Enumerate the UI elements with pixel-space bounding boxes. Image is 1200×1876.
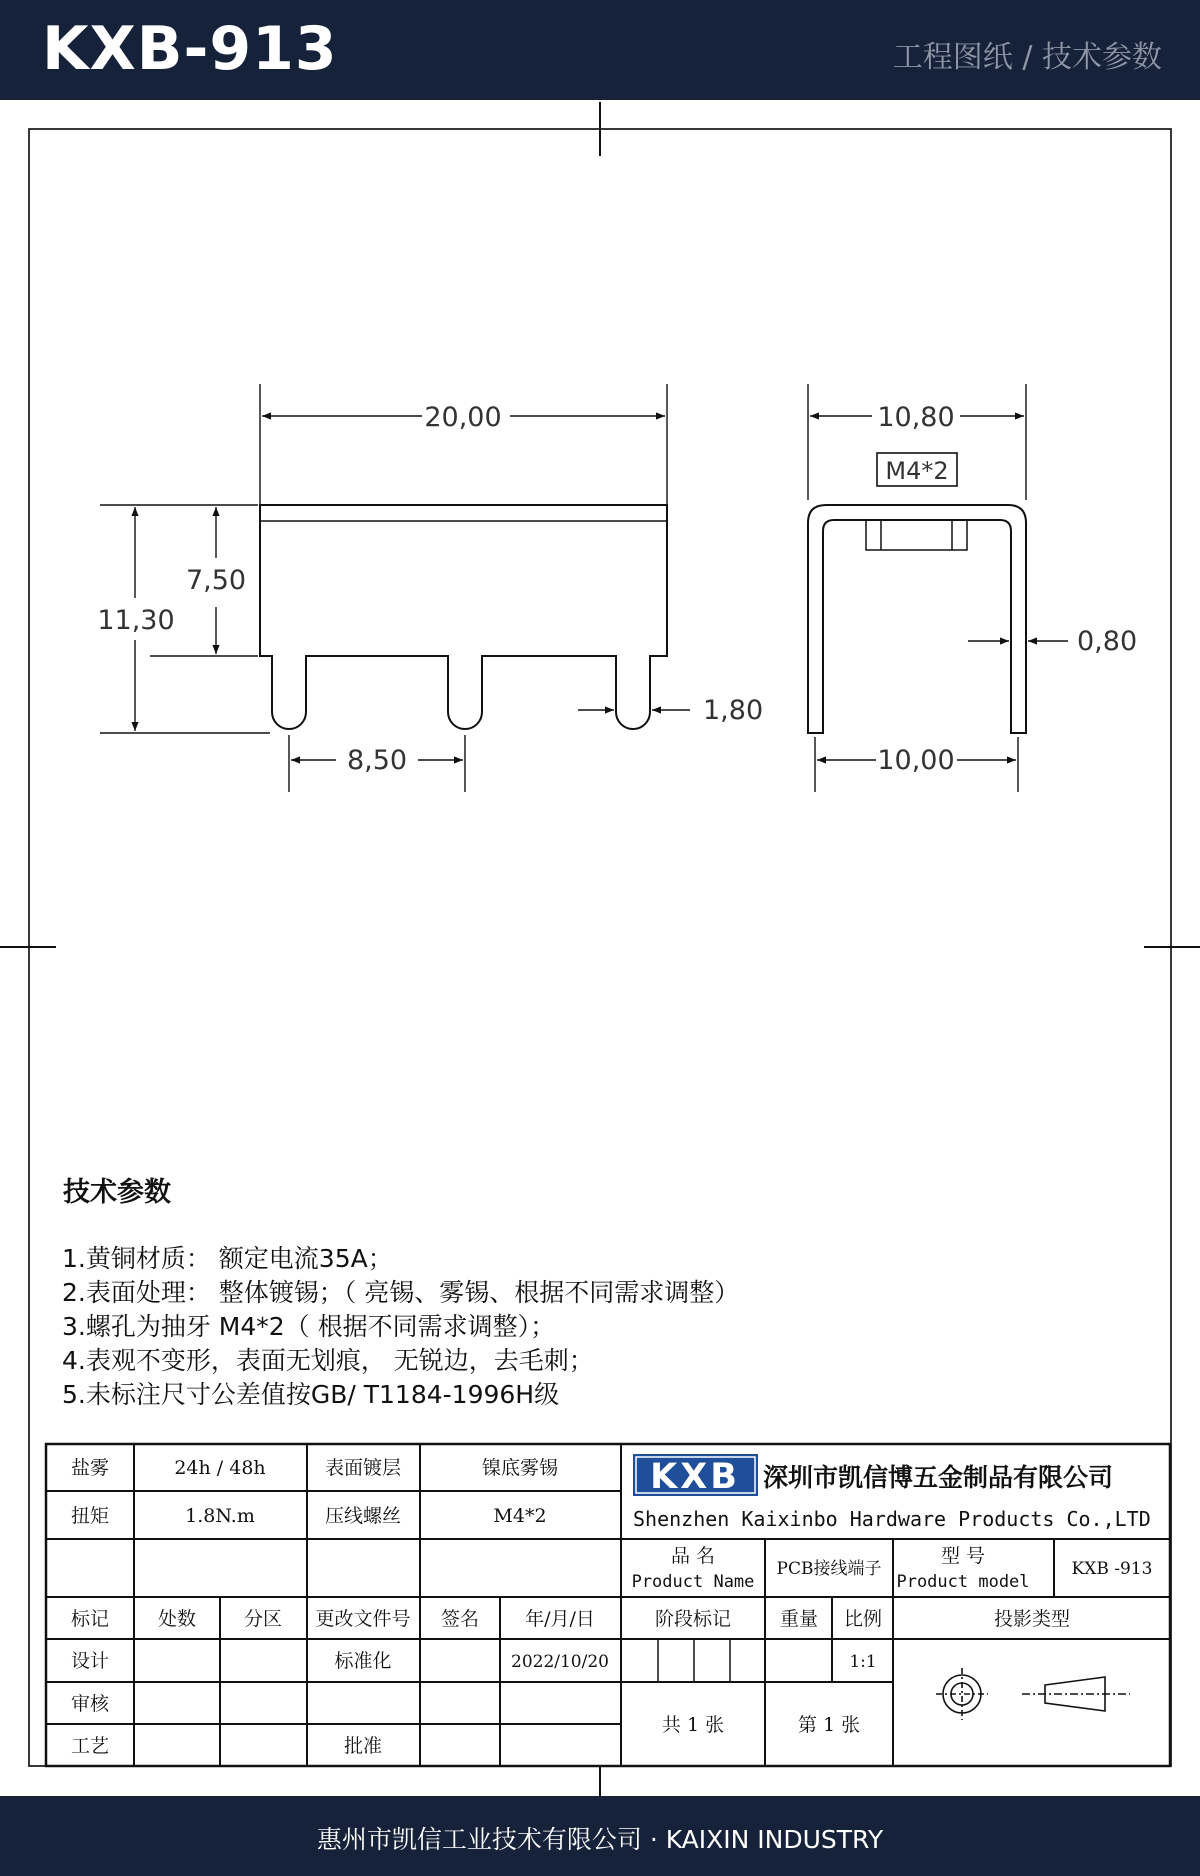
screw-value: M4*2: [493, 1505, 547, 1527]
centering-marks: [0, 102, 1200, 1796]
torque-label: 扭矩: [70, 1505, 110, 1527]
svg-text:KXB: KXB: [650, 1457, 740, 1497]
date-value: 2022/10/20: [511, 1652, 609, 1672]
product-model-en: Product model: [896, 1572, 1030, 1592]
salt-label: 盐雾: [70, 1457, 110, 1479]
company-name-en: Shenzhen Kaixinbo Hardware Products Co.,LTD: [633, 1507, 1151, 1531]
footer-text: 惠州市凯信工业技术有限公司 · KAIXIN INDUSTRY: [316, 1825, 884, 1854]
col-mark: 标记: [70, 1608, 110, 1630]
col-zone: 分区: [243, 1608, 283, 1630]
design-label: 设计: [70, 1650, 110, 1672]
product-name-en: Product Name: [631, 1572, 755, 1592]
side-dimensions: [808, 384, 1068, 792]
thread-callout: M4*2: [885, 457, 949, 485]
product-model-value: KXB -913: [1071, 1559, 1153, 1579]
front-view: [260, 505, 667, 729]
dim-width-label: 20,00: [424, 402, 502, 433]
standard-label: 标准化: [334, 1650, 392, 1672]
col-date: 年/月/日: [525, 1608, 595, 1630]
col-count: 处数: [157, 1608, 197, 1630]
total-sheets: 共 1 张: [661, 1714, 725, 1736]
sheet-number: 第 1 张: [797, 1714, 861, 1736]
scale-value: 1:1: [849, 1652, 877, 1672]
approve-label: 批准: [343, 1735, 383, 1757]
col-projection: 投影类型: [993, 1608, 1071, 1630]
torque-value: 1.8N.m: [185, 1505, 255, 1527]
tech-param-item: 3.螺孔为抽牙 M4*2（ 根据不同需求调整）；: [62, 1312, 556, 1341]
projection-symbol-icon: [936, 1668, 1130, 1720]
product-name-cn: 品 名: [670, 1545, 716, 1567]
tech-params-title: 技术参数: [63, 1177, 171, 1208]
dim-side-width-label: 10,80: [877, 402, 955, 433]
col-doc: 更改文件号: [315, 1608, 411, 1630]
plating-label: 表面镀层: [324, 1457, 402, 1479]
dim-inner-width-label: 10,00: [877, 745, 955, 776]
kxb-logo: [633, 1454, 758, 1497]
dim-pin-width-label: 1,80: [703, 695, 764, 726]
footer-bar: [0, 1796, 1200, 1876]
dim-height-total-label: 11,30: [97, 605, 175, 636]
tech-param-item: 4.表观不变形，表面无划痕， 无锐边，去毛刺；: [62, 1346, 594, 1375]
product-code: KXB-913: [42, 14, 338, 84]
title-block-grid: [46, 1444, 1170, 1766]
tech-params-list: [62, 1242, 739, 1412]
dim-thickness-label: 0,80: [1077, 626, 1138, 657]
tech-param-item: 5.未标注尺寸公差值按GB/ T1184-1996H级: [62, 1380, 560, 1409]
dim-body-height-label: 7,50: [185, 565, 247, 596]
salt-value: 24h / 48h: [174, 1457, 266, 1479]
col-weight: 重量: [779, 1608, 819, 1630]
col-stage: 阶段标记: [654, 1608, 732, 1630]
col-scale: 比例: [843, 1608, 883, 1630]
plating-value: 镍底雾锡: [481, 1457, 559, 1479]
side-view: [808, 505, 1026, 733]
process-label: 工艺: [70, 1735, 110, 1757]
screw-label: 压线螺丝: [324, 1505, 402, 1527]
tech-param-item: 1.黄铜材质： 额定电流35A；: [62, 1244, 393, 1273]
col-sign: 签名: [440, 1608, 480, 1630]
review-label: 审核: [70, 1693, 110, 1715]
header-subtitle: 工程图纸 / 技术参数: [892, 40, 1162, 75]
dim-pin-pitch-label: 8,50: [346, 745, 408, 776]
product-model-cn: 型 号: [940, 1545, 986, 1567]
company-name-cn: 深圳市凯信博五金制品有限公司: [763, 1463, 1114, 1492]
product-name-value: PCB接线端子: [776, 1559, 882, 1579]
tech-param-item: 2.表面处理： 整体镀锡；（ 亮锡、雾锡、根据不同需求调整）: [62, 1278, 740, 1307]
